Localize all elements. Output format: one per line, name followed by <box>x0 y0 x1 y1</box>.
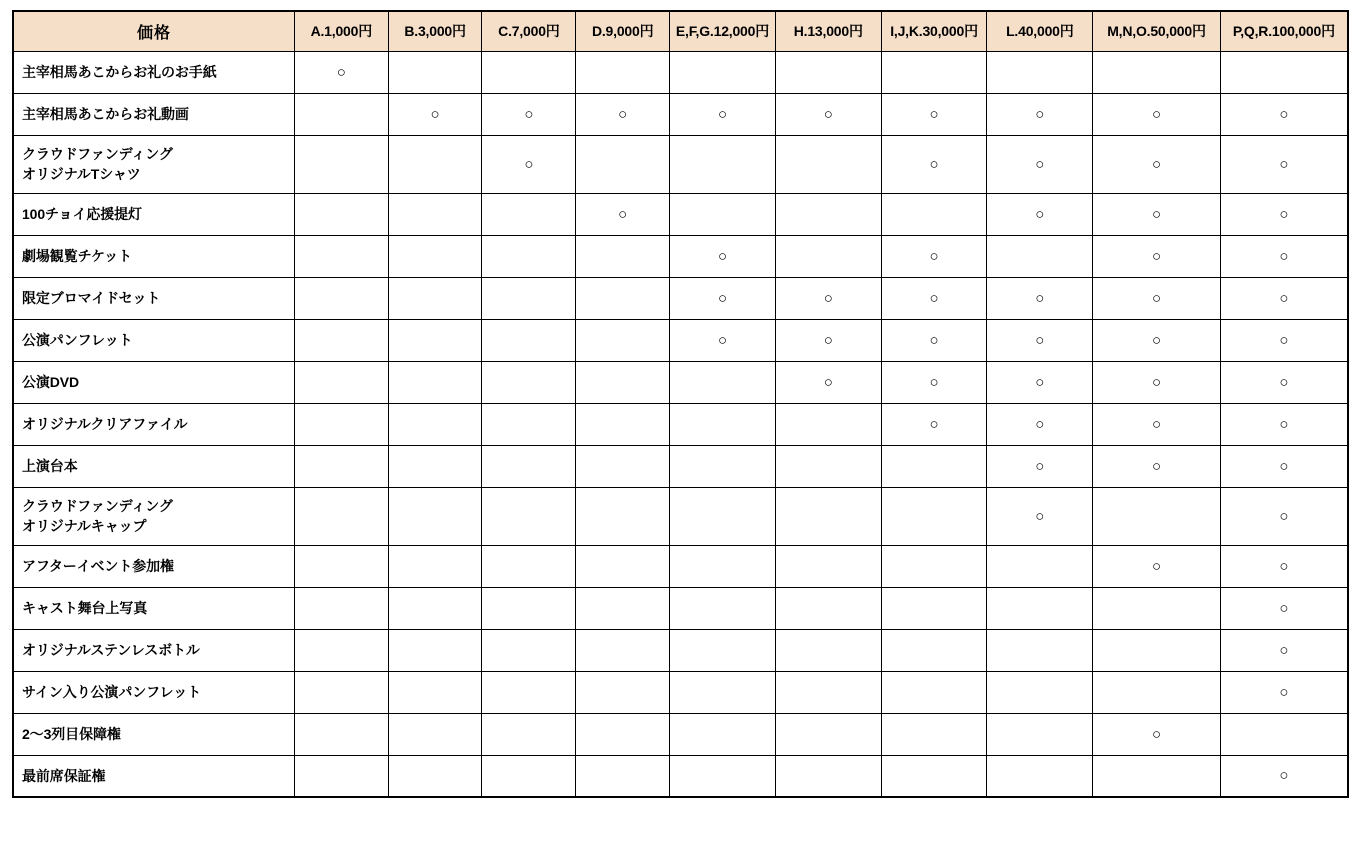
row-label: サイン入り公演パンフレット <box>13 671 294 713</box>
cell-included <box>987 135 1093 193</box>
circle-icon: ○ <box>929 105 939 123</box>
circle-icon: ○ <box>1279 767 1289 785</box>
cell-empty <box>670 51 776 93</box>
header-tier-c: C.7,000円 <box>482 11 576 51</box>
circle-icon: ○ <box>823 331 833 349</box>
cell-empty <box>881 629 987 671</box>
cell-empty <box>1220 51 1348 93</box>
cell-empty <box>482 51 576 93</box>
cell-included <box>987 319 1093 361</box>
cell-included <box>1220 487 1348 545</box>
cell-included <box>881 235 987 277</box>
cell-empty <box>775 713 881 755</box>
row-label: 限定ブロマイドセット <box>13 277 294 319</box>
cell-empty <box>388 319 482 361</box>
circle-icon: ○ <box>929 373 939 391</box>
cell-empty <box>670 629 776 671</box>
cell-included <box>670 277 776 319</box>
cell-empty <box>987 671 1093 713</box>
table-header <box>13 11 1348 51</box>
row-label: オリジナルステンレスボトル <box>13 629 294 671</box>
circle-icon: ○ <box>1279 155 1289 173</box>
cell-included <box>670 235 776 277</box>
table-row <box>13 193 1348 235</box>
cell-included <box>1220 671 1348 713</box>
cell-included <box>576 193 670 235</box>
cell-empty <box>576 235 670 277</box>
cell-empty <box>388 361 482 403</box>
table-row <box>13 403 1348 445</box>
cell-empty <box>987 713 1093 755</box>
header-tier-pqr: P,Q,R.100,000円 <box>1220 11 1348 51</box>
row-label: 100チョイ応援提灯 <box>13 193 294 235</box>
cell-included <box>1093 403 1221 445</box>
cell-empty <box>670 361 776 403</box>
circle-icon: ○ <box>929 331 939 349</box>
cell-included <box>1093 277 1221 319</box>
circle-icon: ○ <box>823 289 833 307</box>
cell-empty <box>670 445 776 487</box>
cell-empty <box>576 403 670 445</box>
circle-icon: ○ <box>1151 331 1162 349</box>
cell-empty <box>987 587 1093 629</box>
cell-empty <box>881 755 987 797</box>
circle-icon: ○ <box>1279 507 1289 525</box>
cell-empty <box>576 319 670 361</box>
circle-icon: ○ <box>929 247 939 265</box>
cell-included <box>1093 361 1221 403</box>
circle-icon: ○ <box>717 289 727 307</box>
cell-empty <box>987 755 1093 797</box>
circle-icon: ○ <box>1279 289 1289 307</box>
header-tier-mno: M,N,O.50,000円 <box>1093 11 1221 51</box>
cell-empty <box>670 755 776 797</box>
cell-included <box>1220 587 1348 629</box>
circle-icon: ○ <box>929 415 939 433</box>
cell-included <box>775 277 881 319</box>
cell-empty <box>294 587 388 629</box>
table-header-row <box>13 11 1348 51</box>
cell-empty <box>294 403 388 445</box>
cell-empty <box>294 319 388 361</box>
table-row <box>13 755 1348 797</box>
cell-included <box>388 93 482 135</box>
cell-empty <box>775 545 881 587</box>
cell-empty <box>482 361 576 403</box>
cell-included <box>775 361 881 403</box>
cell-empty <box>294 487 388 545</box>
cell-empty <box>881 587 987 629</box>
circle-icon: ○ <box>336 63 346 81</box>
circle-icon: ○ <box>1035 105 1045 123</box>
cell-included <box>482 93 576 135</box>
cell-empty <box>670 545 776 587</box>
circle-icon: ○ <box>524 155 534 173</box>
cell-empty <box>388 51 482 93</box>
cell-empty <box>670 713 776 755</box>
cell-included <box>670 93 776 135</box>
table-row <box>13 587 1348 629</box>
circle-icon: ○ <box>929 289 939 307</box>
cell-empty <box>294 629 388 671</box>
row-label: 公演DVD <box>13 361 294 403</box>
cell-included <box>1093 545 1221 587</box>
cell-empty <box>576 587 670 629</box>
cell-empty <box>881 51 987 93</box>
cell-empty <box>775 403 881 445</box>
circle-icon: ○ <box>717 247 727 265</box>
cell-included <box>1093 319 1221 361</box>
circle-icon: ○ <box>1279 599 1289 617</box>
cell-included <box>576 93 670 135</box>
cell-empty <box>775 671 881 713</box>
table-row <box>13 713 1348 755</box>
cell-empty <box>881 671 987 713</box>
cell-empty <box>670 193 776 235</box>
cell-empty <box>775 193 881 235</box>
cell-empty <box>388 713 482 755</box>
cell-empty <box>388 235 482 277</box>
cell-included <box>881 93 987 135</box>
row-label: クラウドファンディング オリジナルキャップ <box>13 487 294 545</box>
table-row <box>13 319 1348 361</box>
header-tier-h: H.13,000円 <box>775 11 881 51</box>
table-row <box>13 545 1348 587</box>
circle-icon: ○ <box>1151 205 1162 223</box>
cell-empty <box>294 277 388 319</box>
circle-icon: ○ <box>1279 331 1289 349</box>
cell-included <box>987 361 1093 403</box>
cell-empty <box>1220 713 1348 755</box>
cell-empty <box>294 713 388 755</box>
cell-included <box>987 487 1093 545</box>
cell-empty <box>670 671 776 713</box>
cell-included <box>775 93 881 135</box>
cell-empty <box>670 487 776 545</box>
cell-included <box>1220 93 1348 135</box>
table-row <box>13 629 1348 671</box>
cell-empty <box>987 51 1093 93</box>
circle-icon: ○ <box>717 105 727 123</box>
circle-icon: ○ <box>1035 373 1045 391</box>
circle-icon: ○ <box>1151 725 1162 743</box>
cell-empty <box>576 671 670 713</box>
cell-empty <box>482 193 576 235</box>
cell-empty <box>482 403 576 445</box>
table-body <box>13 51 1348 797</box>
cell-empty <box>294 445 388 487</box>
row-label: クラウドファンディング オリジナルTシャツ <box>13 135 294 193</box>
cell-empty <box>482 319 576 361</box>
cell-included <box>881 403 987 445</box>
cell-empty <box>1093 51 1221 93</box>
circle-icon: ○ <box>618 105 628 123</box>
cell-included <box>987 445 1093 487</box>
row-label: キャスト舞台上写真 <box>13 587 294 629</box>
cell-empty <box>775 629 881 671</box>
cell-empty <box>482 277 576 319</box>
cell-empty <box>576 545 670 587</box>
circle-icon: ○ <box>618 205 628 223</box>
header-tier-ijk: I,J,K.30,000円 <box>881 11 987 51</box>
cell-included <box>1220 193 1348 235</box>
cell-empty <box>576 51 670 93</box>
circle-icon: ○ <box>1035 457 1045 475</box>
circle-icon: ○ <box>1279 641 1289 659</box>
cell-empty <box>670 403 776 445</box>
circle-icon: ○ <box>1151 105 1162 123</box>
circle-icon: ○ <box>1151 457 1162 475</box>
cell-included <box>1093 713 1221 755</box>
cell-included <box>1093 445 1221 487</box>
cell-included <box>1093 235 1221 277</box>
cell-empty <box>482 587 576 629</box>
cell-included <box>1093 135 1221 193</box>
circle-icon: ○ <box>1279 683 1289 701</box>
circle-icon: ○ <box>1279 415 1289 433</box>
cell-empty <box>482 755 576 797</box>
row-label: 上演台本 <box>13 445 294 487</box>
cell-included <box>1093 193 1221 235</box>
row-label: 2〜3列目保障権 <box>13 713 294 755</box>
cell-empty <box>388 135 482 193</box>
header-tier-efg: E,F,G.12,000円 <box>670 11 776 51</box>
cell-included <box>1220 545 1348 587</box>
cell-included <box>1220 755 1348 797</box>
header-tier-b: B.3,000円 <box>388 11 482 51</box>
cell-empty <box>294 135 388 193</box>
cell-included <box>987 193 1093 235</box>
cell-included <box>1220 403 1348 445</box>
cell-empty <box>482 545 576 587</box>
circle-icon: ○ <box>717 331 727 349</box>
cell-empty <box>881 713 987 755</box>
cell-included <box>1220 361 1348 403</box>
cell-empty <box>1093 671 1221 713</box>
row-label: アフターイベント参加権 <box>13 545 294 587</box>
cell-empty <box>576 277 670 319</box>
table-row <box>13 445 1348 487</box>
cell-included <box>987 93 1093 135</box>
cell-empty <box>388 755 482 797</box>
cell-empty <box>482 713 576 755</box>
header-tier-a: A.1,000円 <box>294 11 388 51</box>
row-label: 主宰相馬あこからお礼のお手紙 <box>13 51 294 93</box>
cell-empty <box>388 629 482 671</box>
cell-included <box>881 277 987 319</box>
cell-empty <box>388 545 482 587</box>
cell-empty <box>987 629 1093 671</box>
cell-empty <box>881 445 987 487</box>
table-row <box>13 361 1348 403</box>
header-tier-l: L.40,000円 <box>987 11 1093 51</box>
cell-empty <box>294 193 388 235</box>
cell-empty <box>482 629 576 671</box>
cell-empty <box>576 755 670 797</box>
table-row <box>13 135 1348 193</box>
table-row <box>13 93 1348 135</box>
cell-empty <box>388 587 482 629</box>
cell-empty <box>775 755 881 797</box>
cell-empty <box>670 135 776 193</box>
cell-empty <box>576 713 670 755</box>
cell-empty <box>576 361 670 403</box>
cell-included <box>881 361 987 403</box>
cell-empty <box>775 235 881 277</box>
circle-icon: ○ <box>1151 415 1162 433</box>
cell-included <box>1220 135 1348 193</box>
table-row <box>13 487 1348 545</box>
cell-empty <box>294 671 388 713</box>
cell-empty <box>576 445 670 487</box>
cell-empty <box>881 487 987 545</box>
circle-icon: ○ <box>1035 415 1045 433</box>
cell-empty <box>388 193 482 235</box>
cell-empty <box>775 487 881 545</box>
cell-included <box>294 51 388 93</box>
row-label: 最前席保証権 <box>13 755 294 797</box>
cell-included <box>987 403 1093 445</box>
circle-icon: ○ <box>823 105 833 123</box>
cell-included <box>775 319 881 361</box>
circle-icon: ○ <box>1151 155 1162 173</box>
cell-included <box>1220 235 1348 277</box>
circle-icon: ○ <box>1279 373 1289 391</box>
circle-icon: ○ <box>524 105 534 123</box>
table-row <box>13 235 1348 277</box>
circle-icon: ○ <box>1151 373 1162 391</box>
row-label: 主宰相馬あこからお礼動画 <box>13 93 294 135</box>
header-price-label: 価格 <box>13 11 294 51</box>
circle-icon: ○ <box>1279 205 1289 223</box>
reward-tier-table <box>12 10 1349 798</box>
cell-empty <box>388 671 482 713</box>
circle-icon: ○ <box>1035 205 1045 223</box>
cell-empty <box>775 135 881 193</box>
cell-included <box>1220 629 1348 671</box>
circle-icon: ○ <box>1151 557 1162 575</box>
cell-empty <box>576 487 670 545</box>
cell-empty <box>1093 629 1221 671</box>
cell-included <box>881 319 987 361</box>
circle-icon: ○ <box>1279 457 1289 475</box>
cell-empty <box>775 587 881 629</box>
cell-empty <box>1093 487 1221 545</box>
circle-icon: ○ <box>929 155 939 173</box>
cell-included <box>987 277 1093 319</box>
cell-empty <box>1093 755 1221 797</box>
cell-empty <box>775 445 881 487</box>
cell-empty <box>294 361 388 403</box>
circle-icon: ○ <box>1151 247 1162 265</box>
circle-icon: ○ <box>430 105 440 123</box>
circle-icon: ○ <box>823 373 833 391</box>
cell-empty <box>670 587 776 629</box>
cell-empty <box>881 193 987 235</box>
cell-empty <box>576 629 670 671</box>
cell-empty <box>987 235 1093 277</box>
cell-empty <box>388 445 482 487</box>
cell-included <box>482 135 576 193</box>
cell-empty <box>775 51 881 93</box>
cell-empty <box>294 93 388 135</box>
header-tier-d: D.9,000円 <box>576 11 670 51</box>
cell-empty <box>388 277 482 319</box>
table-row <box>13 671 1348 713</box>
cell-included <box>1220 319 1348 361</box>
circle-icon: ○ <box>1035 289 1045 307</box>
cell-empty <box>1093 587 1221 629</box>
table-row <box>13 277 1348 319</box>
circle-icon: ○ <box>1035 155 1045 173</box>
cell-included <box>1220 445 1348 487</box>
row-label: オリジナルクリアファイル <box>13 403 294 445</box>
cell-included <box>1220 277 1348 319</box>
cell-empty <box>294 755 388 797</box>
circle-icon: ○ <box>1279 247 1289 265</box>
cell-empty <box>294 235 388 277</box>
cell-empty <box>881 545 987 587</box>
cell-empty <box>482 445 576 487</box>
row-label: 劇場観覧チケット <box>13 235 294 277</box>
row-label: 公演パンフレット <box>13 319 294 361</box>
cell-empty <box>482 235 576 277</box>
cell-empty <box>482 487 576 545</box>
cell-empty <box>987 545 1093 587</box>
cell-included <box>670 319 776 361</box>
cell-empty <box>482 671 576 713</box>
cell-included <box>1093 93 1221 135</box>
circle-icon: ○ <box>1151 289 1162 307</box>
cell-empty <box>388 487 482 545</box>
circle-icon: ○ <box>1035 331 1045 349</box>
cell-empty <box>576 135 670 193</box>
circle-icon: ○ <box>1035 507 1045 525</box>
cell-included <box>881 135 987 193</box>
cell-empty <box>294 545 388 587</box>
circle-icon: ○ <box>1279 557 1289 575</box>
table-row <box>13 51 1348 93</box>
circle-icon: ○ <box>1279 105 1289 123</box>
cell-empty <box>388 403 482 445</box>
